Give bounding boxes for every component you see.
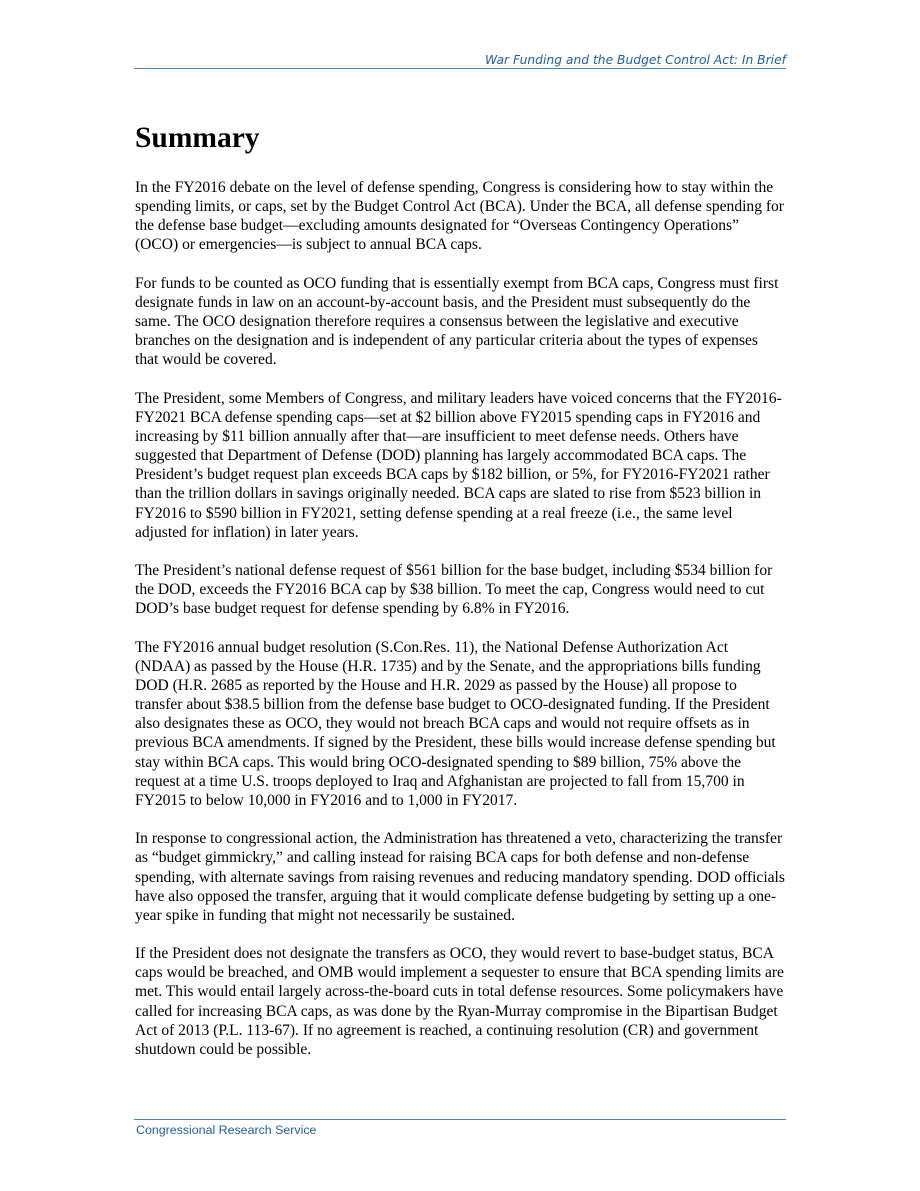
footer-organization: Congressional Research Service	[136, 1123, 317, 1137]
summary-paragraph: The FY2016 annual budget resolution (S.Con.Res. 11), the National Defense Authorization Act (NDAA) as passed by the House (H.R. 1735) and by the Senate, and the appropriations bills funding DOD (H.R. 2685 as reported by the House and H.R. 2029 as passed by the House) all propose to transfer about $38.5 billion from the defense base budget to OCO-designated funding. If the President also designates these as OCO, they would not breach BCA caps and would not require offsets as in previous BCA amendments. If signed by the President, these bills would increase defense spending but stay within BCA caps. This would bring OCO-designated spending to $89 billion, 75% above the request at a time U.S. troops deployed to Iraq and Afghanistan are projected to fall from 15,700 in FY2015 to below 10,000 in FY2016 and to 1,000 in FY2017.	[135, 638, 776, 809]
footer-divider	[134, 1119, 786, 1120]
summary-paragraph: For funds to be counted as OCO funding that is essentially exempt from BCA caps, Congress must first designate funds in law on an account-by-account basis, and the President must subsequently do the same. The OCO designation therefore requires a consensus between the legislative and executive branches on the designation and is independent of any particular criteria about the types of expenses that would be covered.	[135, 274, 779, 369]
summary-paragraph: The President’s national defense request of $561 billion for the base budget, including $534 billion for the DOD, exceeds the FY2016 BCA cap by $38 billion. To meet the cap, Congress would need to cut DOD’s base budget request for defense spending by 6.8% in FY2016.	[135, 562, 773, 618]
summary-body	[135, 178, 785, 1078]
running-header-title: War Funding and the Budget Control Act: In Brief	[485, 53, 786, 67]
summary-paragraph: If the President does not designate the transfers as OCO, they would revert to base-budget status, BCA caps would be breached, and OMB would implement a sequester to ensure that BCA spending limits are met. This would entail largely across-the-board cuts in total defense resources. Some policymakers have called for increasing BCA caps, as was done by the Ryan-Murray compromise in the Bipartisan Budget Act of 2013 (P.L. 113-67). If no agreement is reached, a continuing resolution (CR) and government shutdown could be possible.	[135, 945, 784, 1058]
header-divider	[134, 68, 786, 69]
summary-paragraph: In response to congressional action, the Administration has threatened a veto, characterizing the transfer as “budget gimmickry,” and calling instead for raising BCA caps for both defense and non-defense spending, with alternate savings from raising revenues and reducing mandatory spending. DOD officials have also opposed the transfer, arguing that it would complicate defense budgeting by setting up a one-year spike in funding that might not necessarily be sustained.	[135, 830, 785, 924]
summary-paragraph: The President, some Members of Congress, and military leaders have voiced concerns that the FY2016-FY2021 BCA defense spending caps—set at $2 billion above FY2015 spending caps in FY2016 and increasing by $11 billion annually after that—are insufficient to meet defense needs. Others have suggested that Department of Defense (DOD) planning has largely accommodated BCA caps. The President’s budget request plan exceeds BCA caps by $182 billion, or 5%, for FY2016-FY2021 rather than the trillion dollars in savings originally needed. BCA caps are slated to rise from $523 billion in FY2016 to $590 billion in FY2021, setting defense spending at a real freeze (i.e., the same level adjusted for inflation) in later years.	[135, 389, 782, 541]
summary-paragraph: In the FY2016 debate on the level of defense spending, Congress is considering how to stay within the spending limits, or caps, set by the Budget Control Act (BCA). Under the BCA, all defense spending for the defense base budget—excluding amounts designated for “Overseas Contingency Operations” (OCO) or emergencies—is subject to annual BCA caps.	[135, 179, 784, 254]
section-title: Summary	[135, 122, 260, 154]
